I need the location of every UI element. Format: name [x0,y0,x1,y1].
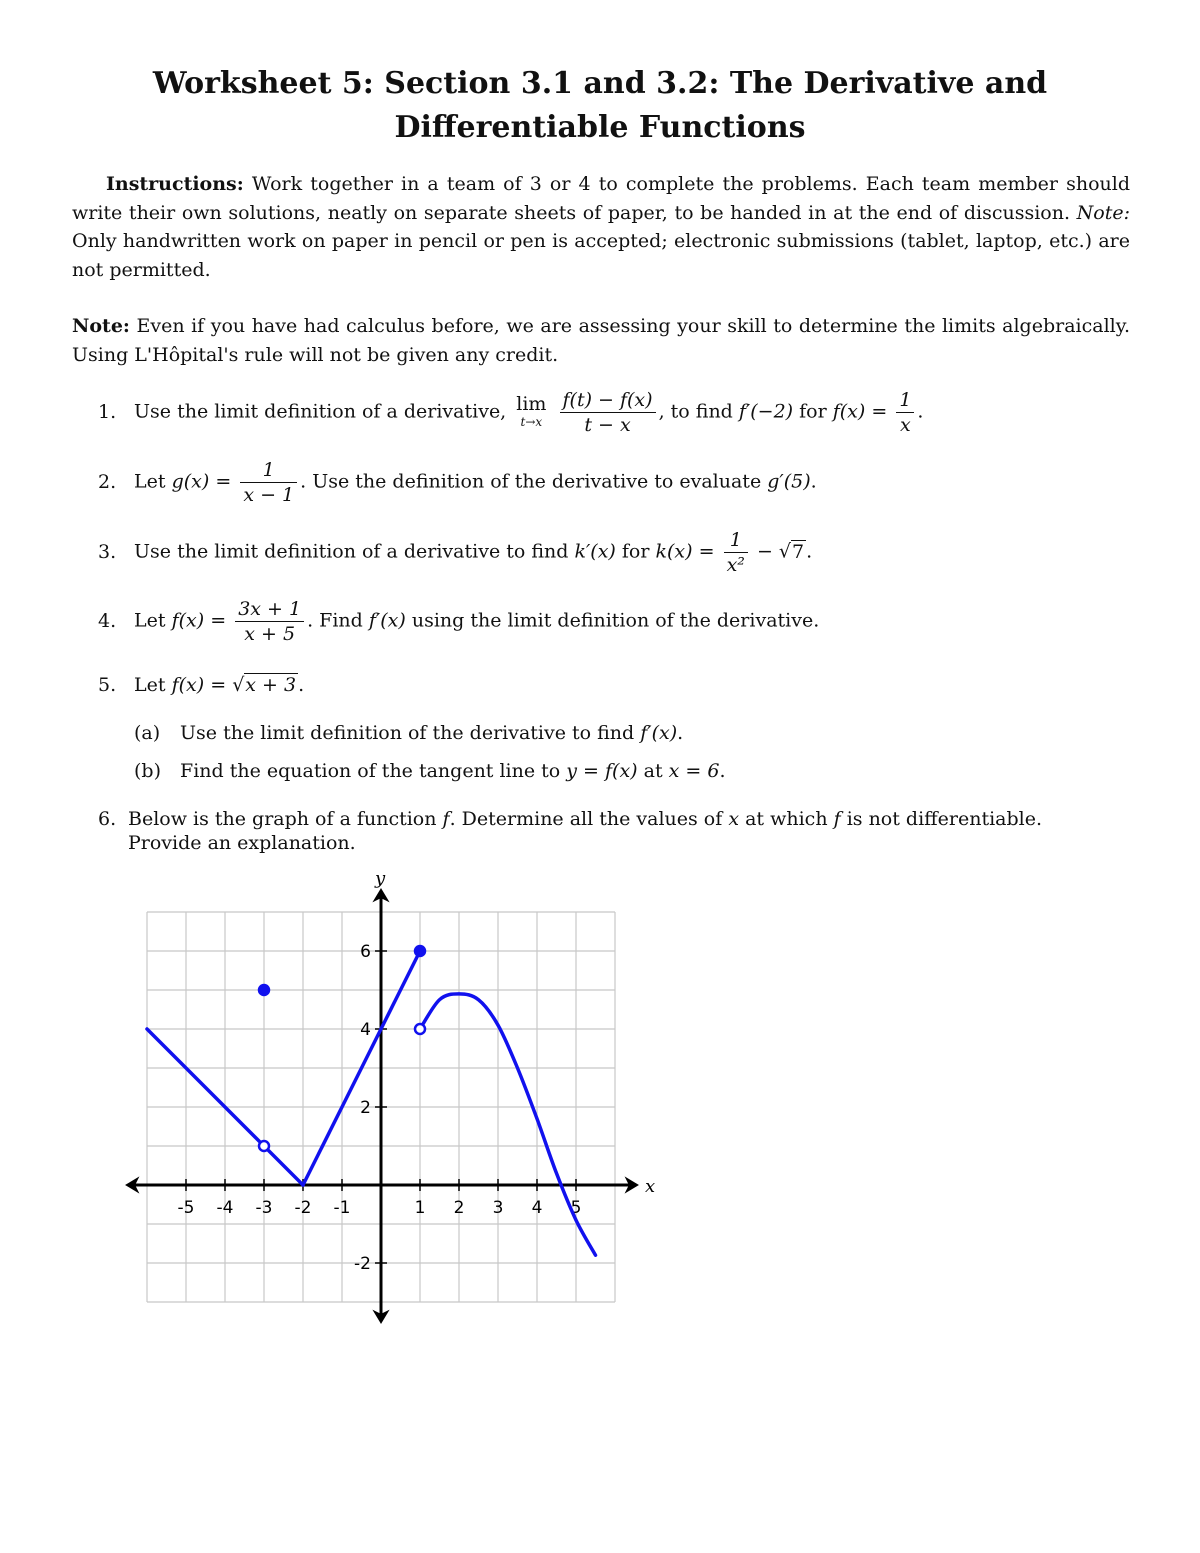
x-tick-label: 1 [414,1198,426,1218]
note-label: Note: [72,315,130,337]
problem-5-number: 5. [98,674,117,696]
limit-subscript: t→x [520,414,543,429]
function-graph [120,860,660,1340]
difference-quotient-numerator: f(t) − f(x) [560,388,656,413]
x-tick-label: 2 [453,1198,465,1218]
problem-4-text-a: Let [134,609,166,632]
title-line-1: Worksheet 5: Section 3.1 and 3.2: The Derivative and [152,66,1048,101]
sqrt-symbol: √ [778,540,792,563]
problem-5b-text: Find the equation of the tangent line to [180,760,561,782]
y-tick-label: 6 [360,942,371,962]
problem-5-end: . [298,674,305,696]
problem-2-target: g′(5) [767,470,811,493]
problem-3-sqrt-argument: 7 [792,540,805,563]
problem-5b [134,760,726,782]
problem-2-text-b: . Use the definition of the derivative to evaluate [300,470,762,493]
x-tick-label: -3 [255,1198,273,1218]
problem-4-function-fraction [235,597,304,646]
problem-3-function-fraction [724,528,748,577]
title-line-2: Differentiable Functions [394,110,806,145]
filled-point [259,985,269,995]
problem-4-function-lhs: f(x) = [171,609,227,632]
problem-2-text-a: Let [134,470,166,493]
graph-segment-3 [420,994,596,1255]
problem-6-number: 6. [98,808,117,830]
problem-2-number: 2. [98,470,117,493]
x-axis-label: x [645,1176,656,1197]
problem-1-target: f′(−2) [738,400,794,423]
problem-6-f: f [442,808,450,830]
problem-2-function-lhs: g(x) = [171,470,232,493]
problem-3-number: 3. [98,540,117,563]
problem-5-function-lhs: f(x) = [171,674,227,696]
worksheet-title [0,62,1200,150]
problem-1-function-denominator: x [900,414,911,436]
problem-4-number: 4. [98,609,117,632]
y-axis-label: y [375,868,386,889]
problem-6-text-d: is not differentiable. [846,808,1043,830]
problem-3-text-b: for [621,540,650,563]
y-tick-label: 2 [360,1098,371,1118]
problem-3-text-a: Use the limit definition of a derivative to find [134,540,569,563]
problem-5a [134,722,683,744]
problem-1 [98,388,923,437]
problem-1-number: 1. [98,400,117,423]
problem-6-line-2: Provide an explanation. [128,832,356,854]
x-tick-label: 3 [492,1198,504,1218]
x-tick-label: 5 [570,1198,582,1218]
x-tick-label: -4 [216,1198,234,1218]
problem-1-function-fraction [896,388,914,437]
problem-4-text-b: . Find [307,609,363,632]
problem-3-end: . [806,540,813,563]
difference-quotient-denominator: t − x [584,414,631,436]
problem-3-minus: − [756,540,773,563]
problem-4 [98,597,819,646]
graph-curves [147,951,596,1255]
instructions-paragraph [72,170,1130,284]
problem-2 [98,458,817,507]
problem-3-function-denominator: x² [726,554,745,576]
filled-point [415,946,425,956]
note-paragraph [72,312,1130,369]
x-tick-label: -1 [333,1198,351,1218]
problem-5b-equation: y = f(x) [566,760,638,782]
problem-3-function-lhs: k(x) = [655,540,715,563]
problem-5a-text: Use the limit definition of the derivative to find [180,722,635,744]
problem-6 [98,808,1130,854]
problem-6-text-b: . Determine all the values of [449,808,723,830]
y-tick-label: -2 [354,1254,371,1274]
problem-5b-label: (b) [134,760,161,782]
difference-quotient [560,388,656,437]
problem-2-end: . [810,470,817,493]
problem-5b-end: . [719,760,726,782]
note-text: Even if you have had calculus before, we are assessing your skill to determine the limits algebraically. Using L'Hôpital's rule will not be given any credit. [72,315,1130,366]
problem-4-target: f′(x) [368,609,406,632]
instructions-note-label: Note: [1076,201,1130,224]
problem-5b-x-value: x = 6 [668,760,720,782]
problem-5a-end: . [677,722,684,744]
problem-3-target: k′(x) [574,540,616,563]
problem-1-function-numerator: 1 [896,388,914,413]
sqrt-symbol: √ [232,674,245,696]
problem-6-text-c: at which [745,808,828,830]
problem-6-f2: f [833,808,841,830]
problem-1-text-b: , to find [658,400,733,423]
open-point [415,1024,425,1034]
problem-6-text-a: Below is the graph of a function [128,808,437,830]
problem-6-x: x [728,808,740,830]
problem-3 [98,528,812,577]
problem-2-function-numerator: 1 [240,458,297,483]
x-tick-label: -2 [294,1198,312,1218]
problem-6-line-1 [98,808,1130,830]
problem-4-text-c: using the limit definition of the derivative. [411,609,820,632]
instructions-note-text: Only handwritten work on paper in pencil or pen is accepted; electronic submissions (tablet, laptop, etc.) are not permitted. [72,230,1130,281]
problem-5a-target: f′(x) [640,722,678,744]
problem-4-function-numerator: 3x + 1 [235,597,304,622]
problem-2-function-fraction [240,458,297,507]
open-point [259,1141,269,1151]
limit-operator [516,392,547,431]
problem-1-function-lhs: f(x) = [832,400,888,423]
y-tick-label: 4 [360,1020,371,1040]
x-tick-label: -5 [177,1198,195,1218]
problem-1-text-c: for [799,400,827,423]
problem-5a-label: (a) [134,722,161,744]
problem-2-function-denominator: x − 1 [243,484,295,506]
limit-symbol: lim [516,392,547,415]
instructions-label: Instructions: [106,173,244,195]
problem-5-sqrt-argument: x + 3 [245,674,297,696]
problem-5-text-a: Let [134,674,166,696]
problem-5b-at: at [643,760,663,782]
instructions-text: Work together in a team of 3 or 4 to complete the problems. Each team member should write their own solutions, neatly on separate sheets of paper, to be handed in at the end of discussion. [72,173,1130,224]
x-tick-label: 4 [531,1198,543,1218]
problem-1-end: . [917,400,924,423]
problem-1-text-a: Use the limit definition of a derivative, [134,400,507,423]
problem-4-function-denominator: x + 5 [244,623,296,645]
problem-3-function-numerator: 1 [724,528,748,553]
problem-5 [98,674,304,696]
